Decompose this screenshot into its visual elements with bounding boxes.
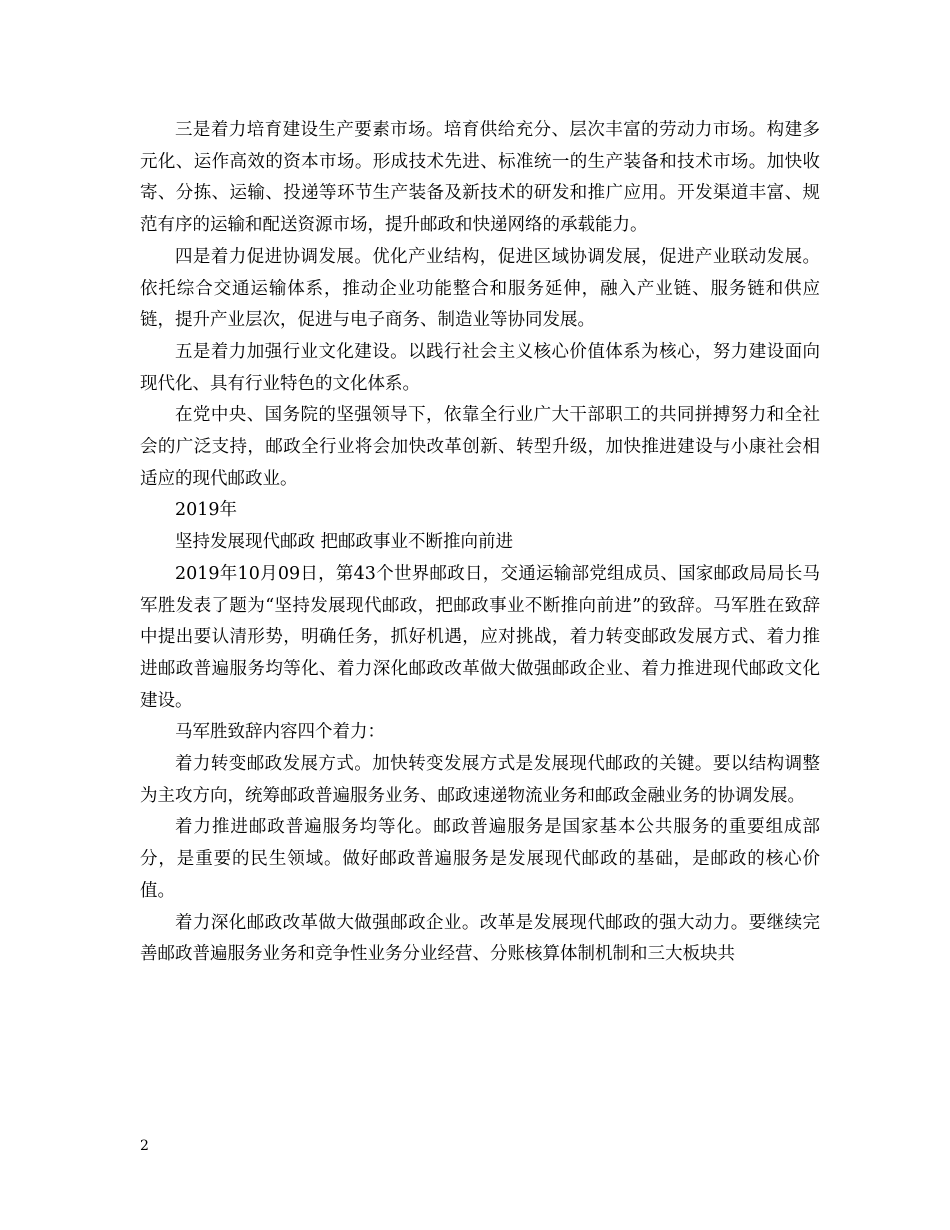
paragraph-reform: 着力深化邮政改革做大做强邮政企业。改革是发展现代邮政的强大动力。要继续完善邮政普遍服务业务和竞争性业务分业经营、分账核算体制机制和三大板块共 xyxy=(140,912,820,965)
paragraph-leadership-support: 在党中央、国务院的坚强领导下，依靠全行业广大干部职工的共同拼搏努力和全社会的广泛支持，邮政全行业将会加快改革创新、转型升级，加快推进建设与小康社会相适应的现代邮政业。 xyxy=(140,405,820,489)
section-title: 坚持发展现代邮政 把邮政事业不断推向前进 xyxy=(175,532,514,553)
paragraph-universal-service: 着力推进邮政普遍服务均等化。邮政普遍服务是国家基本公共服务的重要组成部分，是重要的民生领域。做好邮政普遍服务是发展现代邮政的基础，是邮政的核心价值。 xyxy=(140,817,820,901)
paragraph-world-post-day: 2019年10月09日，第43个世界邮政日，交通运输部党组成员、国家邮政局局长马军胜发表了题为“坚持发展现代邮政，把邮政事业不断推向前进”的致辞。马军胜在致辞中提出要认清形势，明确任务，抓好机遇，应对挑战，着力转变邮政发展方式、着力推进邮政普遍服务均等化、着力深化邮政改革做大做强邮政企业、着力推进现代邮政文化建设。 xyxy=(140,563,820,711)
paragraph-industry-culture: 五是着力加强行业文化建设。以践行社会主义核心价值体系为核心，努力建设面向现代化、具有行业特色的文化体系。 xyxy=(140,341,820,394)
paragraph-four-focuses-intro: 马军胜致辞内容四个着力： xyxy=(175,722,385,743)
document-body xyxy=(140,115,820,971)
paragraph-factor-markets: 三是着力培育建设生产要素市场。培育供给充分、层次丰富的劳动力市场。构建多元化、运作高效的资本市场。形成技术先进、标准统一的生产装备和技术市场。加快收寄、分拣、运输、投递等环节生产装备及新技术的研发和推广应用。开发渠道丰富、规范有序的运输和配送资源市场，提升邮政和快递网络的承载能力。 xyxy=(140,120,820,236)
paragraph-development-mode: 着力转变邮政发展方式。加快转变发展方式是发展现代邮政的关键。要以结构调整为主攻方向，统筹邮政普遍服务业务、邮政速递物流业务和邮政金融业务的协调发展。 xyxy=(140,754,820,806)
year-heading: 2019年 xyxy=(175,500,238,521)
paragraph-coordinated-development: 四是着力促进协调发展。优化产业结构，促进区域协调发展，促进产业联动发展。依托综合交通运输体系，推动企业功能整合和服务延伸，融入产业链、服务链和供应链，提升产业层次，促进与电子商务、制造业等协同发展。 xyxy=(140,246,820,331)
page-number: 2 xyxy=(140,1138,149,1154)
